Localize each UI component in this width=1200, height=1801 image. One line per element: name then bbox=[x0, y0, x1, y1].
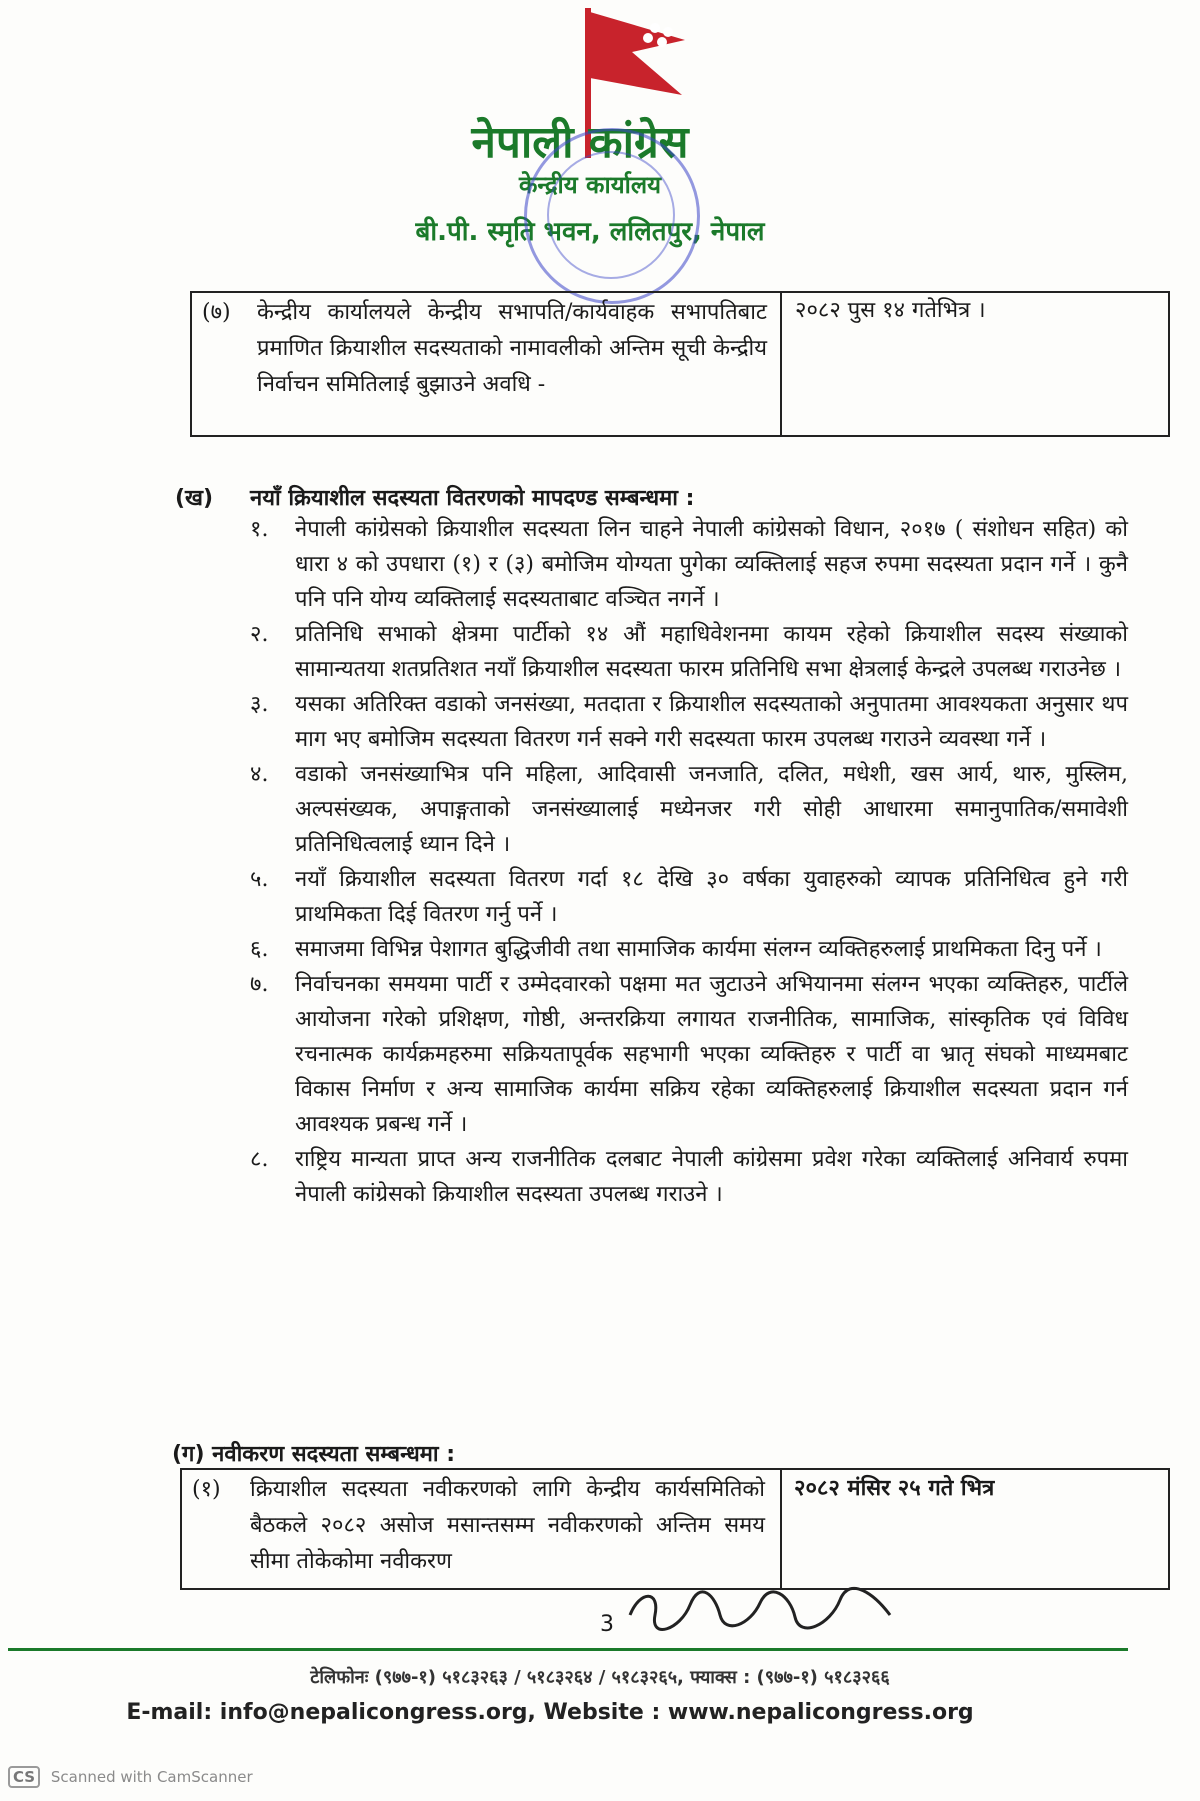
list-item-number: ४. bbox=[250, 762, 269, 787]
table-row-deadline: २०८२ मंसिर २५ गते भित्र bbox=[794, 1475, 995, 1501]
list-item bbox=[250, 967, 1128, 1142]
list-item-number: २. bbox=[250, 622, 269, 647]
list-item-text: नेपाली कांग्रेसको क्रियाशील सदस्यता लिन चाहने नेपाली कांग्रेसको विधान, २०१७ ( संशोधन सहित) को धारा ४ को उपधारा (१) र (३) बमोजिम योग्यता पुगेका व्यक्तिलाई सहज रुपमा सदस्यता प्रदान गर्ने । कुनै पनि पनि योग्य व्यक्तिलाई सदस्यताबाट वञ्चित नगर्ने । bbox=[295, 517, 1128, 612]
camscanner-logo-icon: CS bbox=[8, 1766, 40, 1788]
table-row-number: (१) bbox=[192, 1477, 221, 1502]
list-item-text: निर्वाचनका समयमा पार्टी र उम्मेदवारको पक्षमा मत जुटाउने अभियानमा संलग्न भएका व्यक्तिहरु, पार्टीले आयोजना गरेको प्रशिक्षण, गोष्ठी, अन्तरक्रिया लगायत राजनीतिक, सामाजिक, सांस्कृतिक एवं विविध रचनात्मक कार्यक्रमहरुमा सक्रियतापूर्वक सहभागी भएका व्यक्तिहरु र पार्टी वा भ्रातृ संघको माध्यमबाट विकास निर्माण र अन्य सामाजिक कार्यमा सक्रिय रहेका व्यक्तिहरुलाई क्रियाशील सदस्यता प्रदान गर्न आवश्यक प्रबन्ध गर्ने । bbox=[295, 972, 1128, 1137]
list-item-number: ३. bbox=[250, 692, 269, 717]
page-number: 3 bbox=[600, 1612, 614, 1637]
list-item-number: १. bbox=[250, 517, 269, 542]
phone-fax-line: टेलिफोनः (९७७-१) ५१८३२६३ / ५१८३२६४ / ५१८३२६५, फ्याक्स : (९७७-१) ५१८३२६६ bbox=[310, 1667, 890, 1688]
table-row-description: क्रियाशील सदस्यता नवीकरणको लागि केन्द्रीय कार्यसमितिको बैठकले २०८२ असोज मसान्तसम्म नवीकरणको अन्तिम समय सीमा तोकेकोमा नवीकरण bbox=[250, 1477, 765, 1574]
deadline-table-top bbox=[190, 291, 1170, 437]
list-item-text: राष्ट्रिय मान्यता प्राप्त अन्य राजनीतिक दलबाट नेपाली कांग्रेसमा प्रवेश गरेका व्यक्तिलाई अनिवार्य रुपमा नेपाली कांग्रेसको क्रियाशील सदस्यता उपलब्ध गराउने । bbox=[295, 1147, 1128, 1207]
list-item-number: ७. bbox=[250, 972, 269, 997]
email-website-line: E-mail: info@nepalicongress.org, Website : www.nepalicongress.org bbox=[126, 1700, 974, 1725]
signature bbox=[620, 1585, 920, 1647]
camscanner-watermark bbox=[8, 1766, 253, 1788]
table-row-deadline: २०८२ पुस १४ गतेभित्र । bbox=[795, 298, 986, 323]
party-name: नेपाली कांग्रेस bbox=[471, 117, 689, 168]
list-item bbox=[250, 757, 1128, 862]
office-stamp-icon bbox=[524, 128, 700, 304]
office-line: केन्द्रीय कार्यालय bbox=[518, 171, 662, 199]
criteria-list bbox=[250, 512, 1128, 1212]
list-item bbox=[250, 617, 1128, 687]
list-item-number: ५. bbox=[250, 867, 269, 892]
table-row-number: (७) bbox=[202, 300, 231, 325]
list-item bbox=[250, 687, 1128, 757]
deadline-table-bottom bbox=[180, 1468, 1170, 1590]
list-item bbox=[250, 932, 1128, 967]
footer-rule bbox=[8, 1648, 1128, 1651]
list-item-text: समाजमा विभिन्न पेशागत बुद्धिजीवी तथा सामाजिक कार्यमा संलग्न व्यक्तिहरुलाई प्राथमिकता दिनु पर्ने । bbox=[295, 937, 1102, 962]
section-kha-label: (ख) bbox=[175, 486, 214, 511]
list-item-text: वडाको जनसंख्याभित्र पनि महिला, आदिवासी जनजाति, दलित, मधेशी, खस आर्य, थारु, मुस्लिम, अल्पसंख्यक, अपाङ्गताको जनसंख्यालाई मध्येनजर गरी सोही आधारमा समानुपातिक/समावेशी प्रतिनिधित्वलाई ध्यान दिने । bbox=[295, 762, 1128, 857]
list-item bbox=[250, 512, 1128, 617]
list-item-number: ८. bbox=[250, 1147, 269, 1172]
list-item-text: यसका अतिरिक्त वडाको जनसंख्या, मतदाता र क्रियाशील सदस्यताको अनुपातमा आवश्यकता अनुसार थप माग भए बमोजिम सदस्यता वितरण गर्न सक्ने गरी सदस्यता फारम उपलब्ध गराउने व्यवस्था गर्ने । bbox=[295, 692, 1128, 752]
list-item bbox=[250, 862, 1128, 932]
list-item-text: प्रतिनिधि सभाको क्षेत्रमा पार्टीको १४ औं महाधिवेशनमा कायम रहेको क्रियाशील सदस्य संख्याको सामान्यतया शतप्रतिशत नयाँ क्रियाशील सदस्यता फारम प्रतिनिधि सभा क्षेत्रलाई केन्द्रले उपलब्ध गराउनेछ । bbox=[295, 622, 1128, 682]
list-item-number: ६. bbox=[250, 937, 269, 962]
list-item-text: नयाँ क्रियाशील सदस्यता वितरण गर्दा १८ देखि ३० वर्षका युवाहरुको व्यापक प्रतिनिधित्व हुने गरी प्राथमिकता दिई वितरण गर्नु पर्ने । bbox=[295, 867, 1128, 927]
camscanner-text: Scanned with CamScanner bbox=[50, 1768, 253, 1786]
section-kha-title: नयाँ क्रियाशील सदस्यता वितरणको मापदण्ड सम्बन्धमा : bbox=[250, 486, 695, 511]
table-row-description: केन्द्रीय कार्यालयले केन्द्रीय सभापति/कार्यवाहक सभापतिबाट प्रमाणित क्रियाशील सदस्यताको नामावलीको अन्तिम सूची केन्द्रीय निर्वाचन समितिलाई बुझाउने अवधि - bbox=[257, 300, 767, 397]
list-item bbox=[250, 1142, 1128, 1212]
section-ga-title: (ग) नवीकरण सदस्यता सम्बन्धमा : bbox=[172, 1442, 456, 1467]
address-line: बी.पी. स्मृति भवन, ललितपुर, नेपाल bbox=[415, 217, 765, 247]
